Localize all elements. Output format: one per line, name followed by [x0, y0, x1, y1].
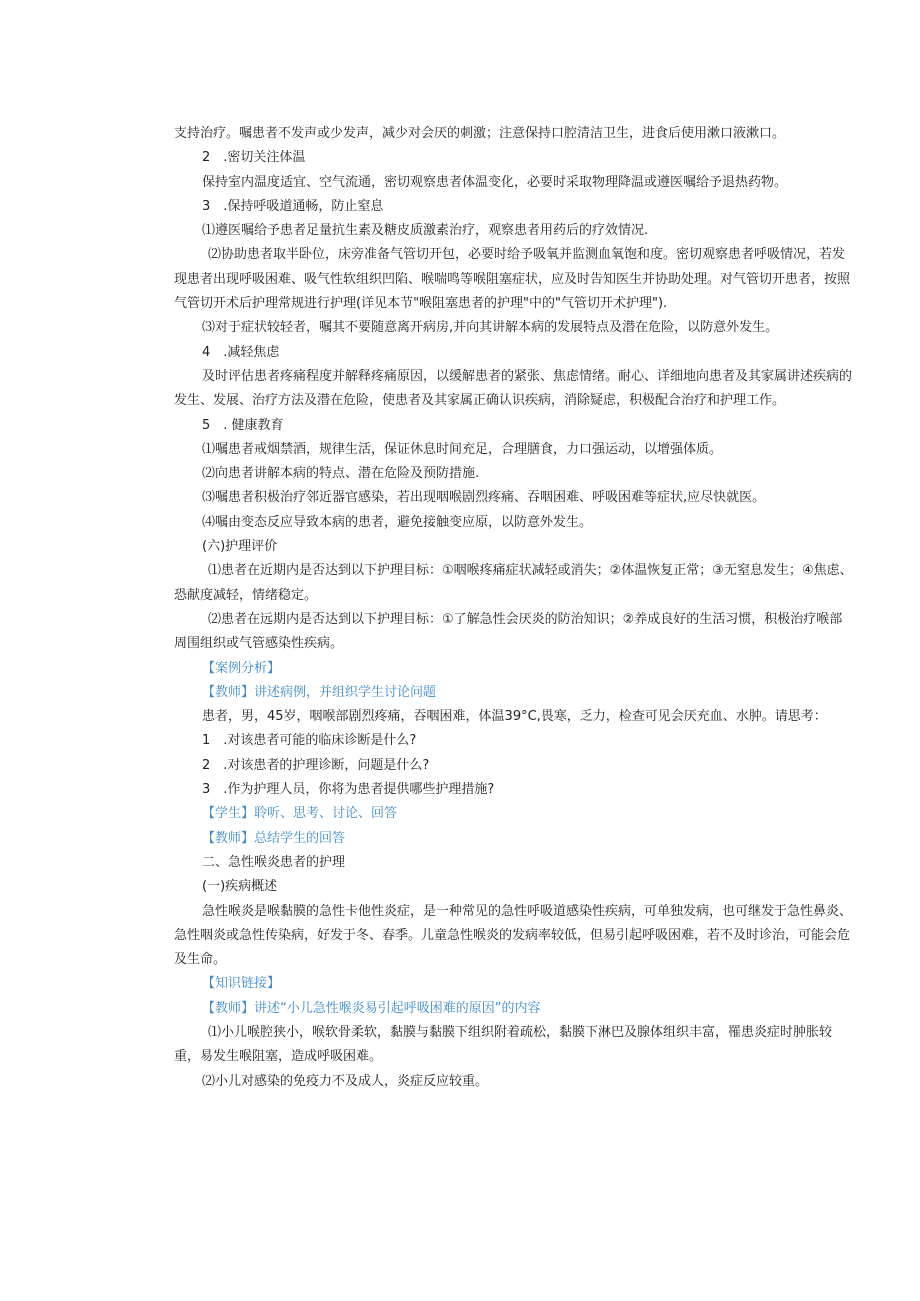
- student-note: 【学生】聆听、思考、讨论、回答: [202, 806, 398, 822]
- question-item: 2 .对该患者的护理诊断，问题是什么?: [202, 757, 430, 773]
- section-heading: 2 .密切关注体温: [202, 150, 306, 166]
- list-item: ⑶嘱患者积极治疗邻近器官感染，若出现咽喉剧烈疼痛、吞咽困难、呼吸困难等症状,应尽快就医。: [202, 490, 766, 506]
- question-item: 1 .对该患者可能的临床诊断是什么?: [202, 733, 417, 749]
- section-heading: 3 .保持呼吸道通畅，防止窒息: [202, 198, 384, 214]
- list-item: ⑴遵医嘱给予患者足量抗生素及糖皮质激素治疗，观察患者用药后的疗效情况.: [202, 223, 649, 239]
- paragraph: 支持治疗。嘱患者不发声或少发声，减少对会厌的刺激；注意保持口腔清洁卫生，进食后使用漱口液漱口。: [174, 126, 786, 141]
- list-item: ⑵小儿对感染的免疫力不及成人，炎症反应较重。: [202, 1073, 489, 1089]
- section-heading: 二、急性喉炎患者的护理: [202, 854, 346, 870]
- teacher-note: 【教师】总结学生的回答: [202, 830, 346, 846]
- list-item: ⑴小儿喉腔狭小，喉软骨柔软，黏膜与黏膜下组织附着疏松，黏膜下淋巴及腺体组织丰富，罹患炎症时肿胀较重，易发生喉阻塞，造成呼吸困难。: [174, 1024, 833, 1065]
- paragraph: 急性喉炎是喉黏膜的急性卡他性炎症，是一种常见的急性呼吸道感染性疾病，可单独发病，也可继发于急性鼻炎、急性咽炎或急性传染病，好发于冬、春季。儿童急性喉炎的发病率较低，但易引起呼吸困难，若不及时诊治，可能会危及生命。: [174, 903, 853, 968]
- paragraph: 保持室内温度适宜、空气流通，密切观察患者体温变化，必要时采取物理降温或遵医嘱给予退热药物。: [202, 174, 788, 190]
- case-description: 患者，男，45岁，咽喉部剧烈疼痛，吞咽困难，体温39°C,畏寒，乏力，检查可见会厌充血、水肿。请思考：: [202, 709, 827, 725]
- knowledge-link-tag: 【知识链接】: [202, 976, 281, 992]
- section-heading: 5 . 健康教育: [202, 417, 284, 433]
- list-item: ⑴嘱患者戒烟禁酒，规律生活，保证休息时间充足，合理膳食，力口强运动，以增强体质。: [202, 441, 723, 457]
- paragraph: 及时评估患者疼痛程度并解释疼痛原因，以缓解患者的紧张、焦虑情绪。耐心、详细地向患者及其家属讲述疾病的发生、发展、治疗方法及潜在危险，使患者及其家属正确认识疾病，消除疑虑，积极配合治疗和护理工作。: [174, 368, 853, 409]
- section-heading: (六)护理评价: [202, 539, 278, 555]
- question-item: 3 .作为护理人员，你将为患者提供哪些护理措施?: [202, 782, 495, 798]
- teacher-note: 【教师】讲述“小儿急性喉炎易引起呼吸困难的原因”的内容: [202, 1000, 541, 1016]
- section-heading: (一)疾病概述: [202, 879, 278, 895]
- list-item: ⑷嘱由变态反应导致本病的患者，避免接触变应原，以防意外发生。: [202, 514, 593, 530]
- teacher-note: 【教师】讲述病例，并组织学生讨论问题: [202, 684, 437, 700]
- list-item: ⑵协助患者取半卧位，床旁准备气管切开包，必要时给予吸氧并监测血氧饱和度。密切观察患者呼吸情况，若发现患者出现呼吸困难、吸气性软组织凹陷、喉喘鸣等喉阻塞症状，应及时告知医生并协助处理。对气管切开患者，按照气管切开术后护理常规进行护理(详见本节"喉阻塞患者的护理"中的"气管切开术护理").: [174, 247, 851, 312]
- list-item: ⑵向患者讲解本病的特点、潜在危险及预防措施.: [202, 466, 480, 482]
- document-body: [0, 122, 920, 1094]
- section-heading: 4 .减轻焦虑: [202, 344, 280, 360]
- case-analysis-tag: 【案例分析】: [202, 660, 281, 676]
- list-item: ⑶对于症状较轻者，嘱其不要随意离开病房,并向其讲解本病的发展特点及潜在危险，以防意外发生。: [202, 320, 779, 336]
- list-item: ⑴患者在近期内是否达到以下护理目标：①咽喉疼痛症状减轻或消失；②体温恢复正常；③无窒息发生；④焦虑、恐献度减轻，情绪稳定。: [174, 563, 853, 603]
- list-item: ⑵患者在远期内是否达到以下护理目标：①了解急性会厌炎的防治知识；②养成良好的生活习惯，积极治疗喉部周围组织或气管感染性疾病。: [174, 611, 843, 652]
